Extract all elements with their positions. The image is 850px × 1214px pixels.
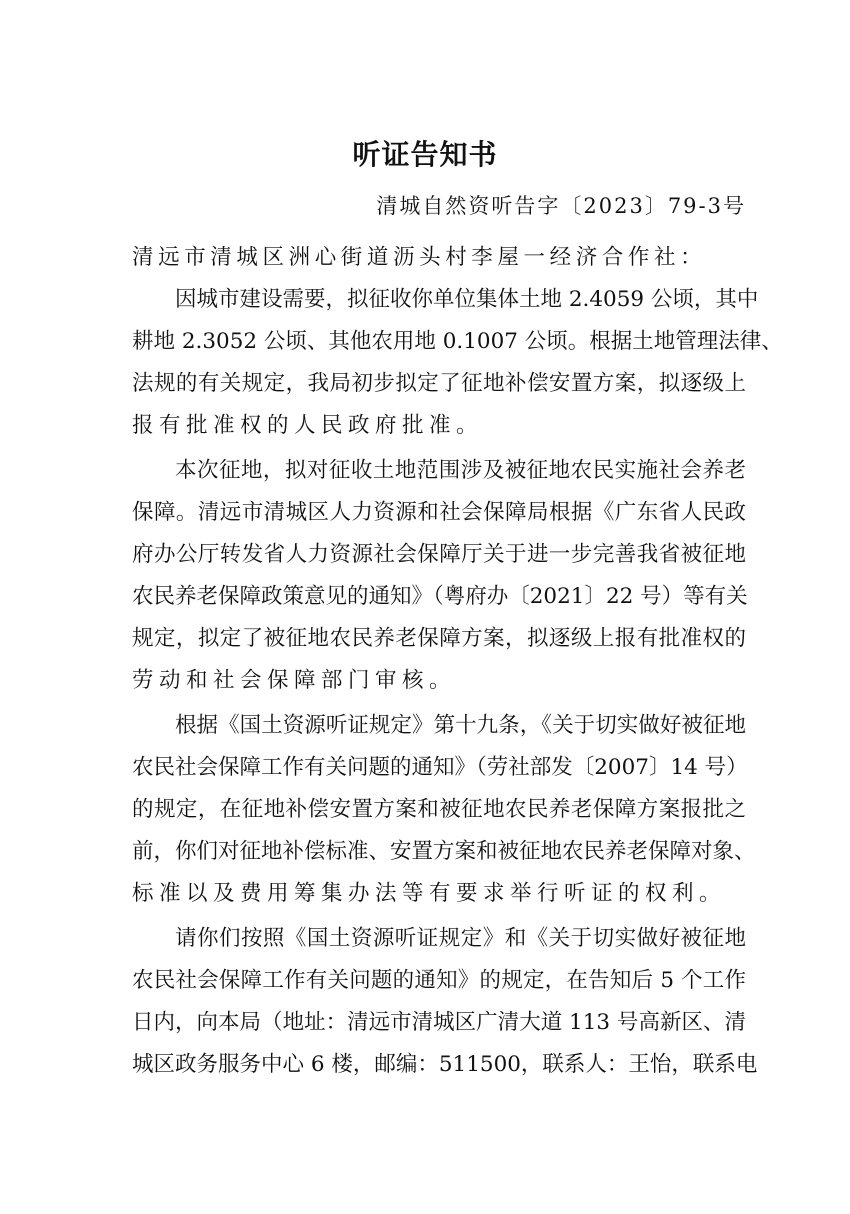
paragraph-3-line: 农民社会保障工作有关问题的通知》（劳社部发〔2007〕14 号） [132,755,748,780]
paragraph-1-line: 报有批准权的人民政府批准。 [132,413,484,438]
paragraph-2-line: 保障。清远市清城区人力资源和社会保障局根据《广东省人民政 [132,500,746,525]
paragraph-3-line: 前，你们对征地补偿标准、安置方案和被征地农民养老保障对象、 [132,839,756,864]
paragraph-2-line: 劳动和社会保障部门审核。 [132,668,457,693]
document-title: 听证告知书 [352,138,498,171]
recipient-salutation: 清远市清城区洲心街道沥头村李屋一经济合作社： [132,245,707,270]
paragraph-1-line: 耕地 2.3052 公顷、其他农用地 0.1007 公顷。根据土地管理法律、 [132,329,783,354]
paragraph-4-line: 请你们按照《国土资源听证规定》和《关于切实做好被征地 [175,926,746,951]
document-number: 清城自然资听告字〔2023〕79-3号 [376,194,746,218]
paragraph-4-line: 城区政务服务中心 6 楼，邮编：511500，联系人：王怡，联系电 [132,1052,758,1077]
paragraph-4-line: 农民社会保障工作有关问题的通知》的规定，在告知后 5 个工作 [132,968,746,993]
paragraph-4-line: 日内，向本局（地址：清远市清城区广清大道 113 号高新区、清 [132,1010,746,1035]
paragraph-2-line: 农民养老保障政策意见的通知》（粤府办〔2021〕22 号）等有关 [132,584,748,609]
paragraph-3-line: 的规定，在征地补偿安置方案和被征地农民养老保障方案报批之 [132,797,746,822]
paragraph-3-line: 根据《国土资源听证规定》第十九条，《关于切实做好被征地 [175,713,746,738]
paragraph-2-line: 府办公厅转发省人力资源社会保障厅关于进一步完善我省被征地 [132,542,746,567]
paragraph-1-line: 法规的有关规定，我局初步拟定了征地补偿安置方案，拟逐级上 [132,371,746,396]
paragraph-2-line: 本次征地，拟对征收土地范围涉及被征地农民实施社会养老 [175,458,746,483]
paragraph-1-line: 因城市建设需要，拟征收你单位集体土地 2.4059 公顷，其中 [175,287,759,312]
paragraph-2-line: 规定，拟定了被征地农民养老保障方案，拟逐级上报有批准权的 [132,626,746,651]
paragraph-3-line: 标准以及费用筹集办法等有要求举行听证的权利。 [132,881,727,906]
